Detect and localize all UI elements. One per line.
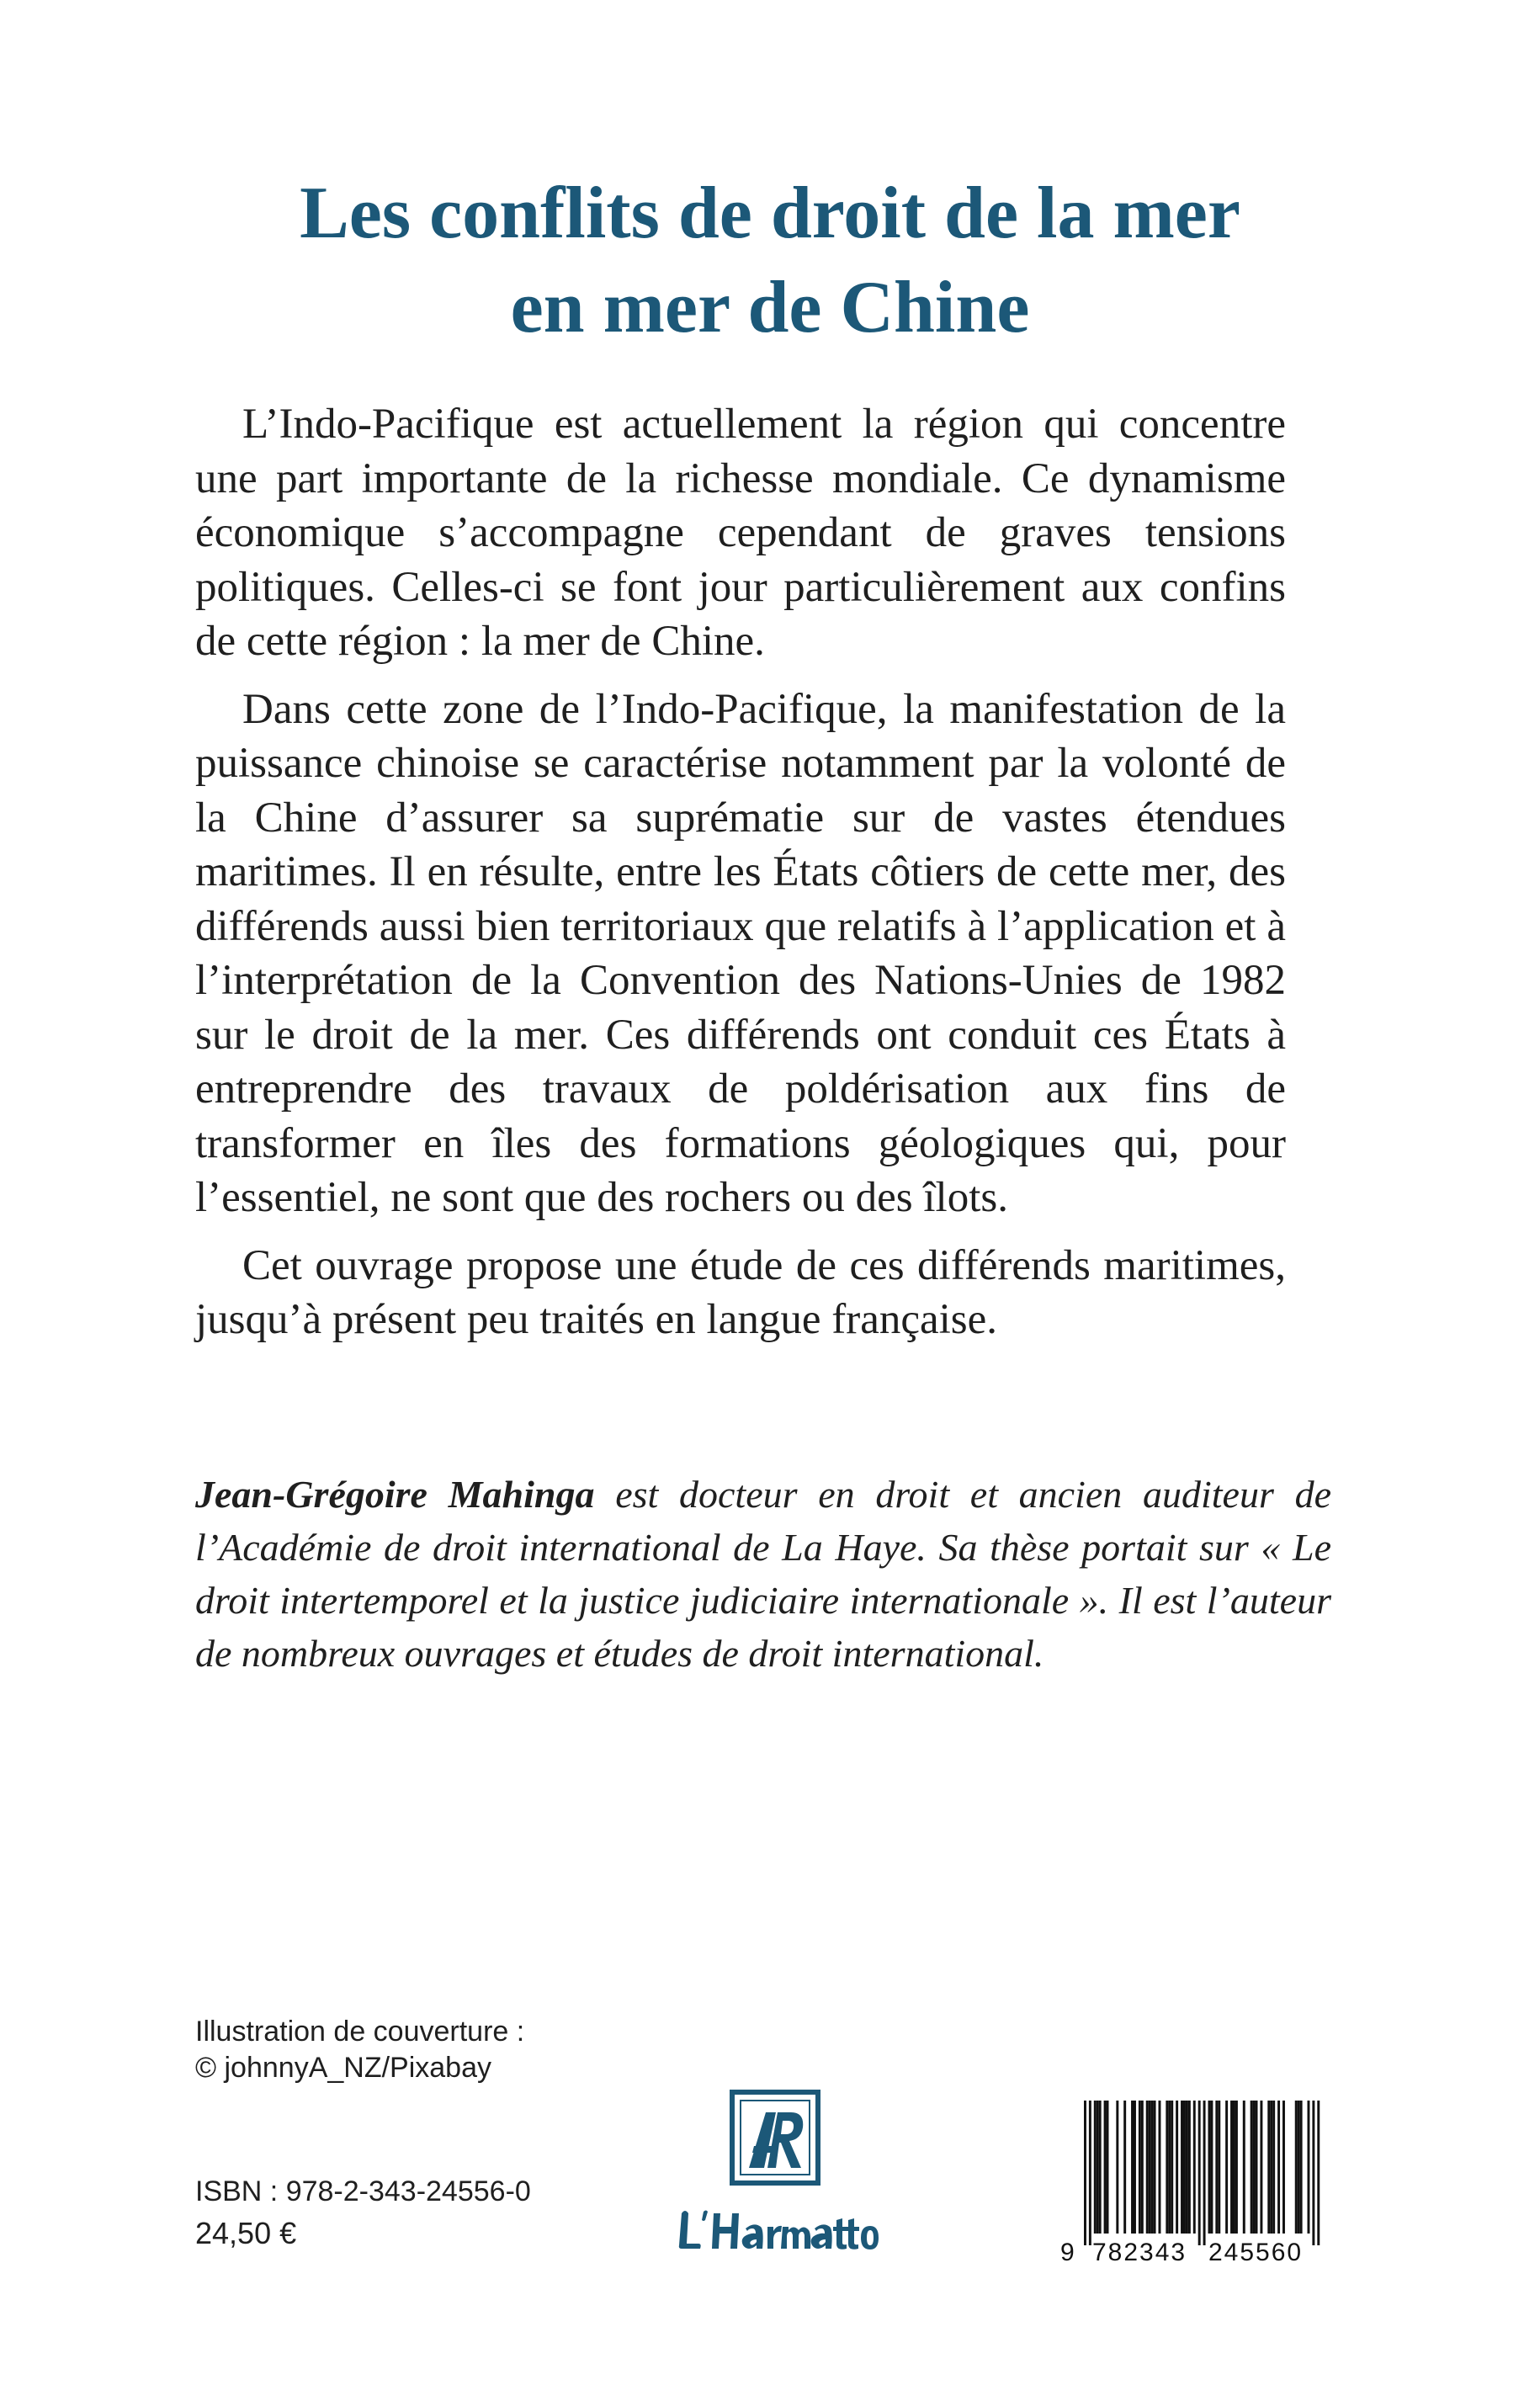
cover-credit-label: Illustration de couverture : <box>195 2016 525 2048</box>
barcode-bar <box>1308 2101 1310 2234</box>
barcode-bar <box>1210 2101 1213 2234</box>
barcode-bar <box>1272 2101 1275 2234</box>
barcode-bar <box>1282 2101 1285 2234</box>
price: 24,50 € <box>195 2216 297 2250</box>
barcode-bar <box>1300 2101 1303 2234</box>
author-name: Jean-Grégoire Mahinga <box>195 1473 595 1516</box>
barcode-bar <box>1123 2101 1126 2234</box>
barcode-bar <box>1203 2101 1206 2245</box>
barcode-bar <box>1097 2101 1099 2234</box>
publisher-logo-icon <box>665 2087 884 2255</box>
blurb <box>195 397 1286 1361</box>
isbn: ISBN : 978-2-343-24556-0 <box>195 2175 531 2207</box>
isbn-barcode <box>1059 2101 1328 2265</box>
blurb-paragraph: L’Indo-Pacifique est actuellement la région qui concentre une part importante de la richesse mondiale. Ce dynamisme économique s’accompagne cependant de graves tensions politiques. Celles-ci se font jour particulièrement aux confins de cette région : la mer de Chine. <box>195 401 1286 665</box>
barcode-bar <box>1131 2101 1134 2234</box>
barcode-bar <box>1154 2101 1156 2234</box>
barcode-bar <box>1267 2101 1270 2234</box>
barcode-bar <box>1277 2101 1280 2234</box>
book-title-line-2: en mer de Chine <box>510 267 1030 348</box>
blurb-paragraph: Cet ouvrage propose une étude de ces différends maritimes, jusqu’à présent peu traités en langue française. <box>195 1241 1286 1343</box>
book-title-line-1: Les conflits de droit de la mer <box>300 173 1240 254</box>
barcode-bar <box>1230 2101 1233 2234</box>
barcode-bar <box>1159 2101 1161 2234</box>
author-bio-text: est docteur en droit et ancien auditeur de l’Académie de droit international de La Haye. Sa thèse portait sur « Le droit intertemporel et la justice judiciaire internationale ». Il est l’auteur de nombreux ouvrages et études de droit international. <box>195 1473 1331 1675</box>
barcode-bar <box>1188 2101 1191 2234</box>
barcode-bar <box>1094 2101 1097 2234</box>
barcode-bar <box>1295 2101 1298 2234</box>
barcode-bar <box>1141 2101 1144 2234</box>
cover-credits <box>195 2014 524 2086</box>
barcode-digits-group-2: 245560 <box>1208 2239 1304 2265</box>
cover-credit-source: © johnnyA_NZ/Pixabay <box>195 2052 492 2084</box>
barcode-bar <box>1134 2101 1136 2234</box>
barcode-bar <box>1084 2101 1086 2245</box>
barcode-bar <box>1089 2101 1091 2245</box>
barcode-bars <box>1084 2101 1320 2245</box>
barcode-bar <box>1099 2101 1102 2234</box>
barcode-bar <box>1233 2101 1235 2234</box>
barcode-bar <box>1317 2101 1320 2245</box>
blurb-paragraph: Dans cette zone de l’Indo-Pacifique, la manifestation de la puissance chinoise se caractérise notamment par la volonté de la Chine d’assurer sa suprématie sur de vastes étendues maritimes. Il en résulte, entre les États côtiers de cette mer, des différends aussi bien territoriaux que relatifs à l’application et à l’interprétation de la Convention des Nations-Unies de 1982 sur le droit de la mer. Ces différends ont conduit ces États à entreprendre des travaux de poldérisation aux fins de transformer en îles des formations géologiques qui, pour l’essentiel, ne sont que des rochers ou des îlots. <box>195 685 1286 1221</box>
barcode-bar <box>1151 2101 1154 2234</box>
barcode-bar <box>1183 2101 1186 2234</box>
author-bio <box>195 1468 1331 1680</box>
barcode-bar <box>1166 2101 1168 2234</box>
barcode-bar <box>1146 2101 1149 2234</box>
barcode-bar <box>1270 2101 1272 2234</box>
barcode-bar <box>1186 2101 1188 2234</box>
barcode-bar <box>1243 2101 1245 2234</box>
barcode-bar <box>1171 2101 1173 2234</box>
barcode-digit-first: 9 <box>1060 2239 1075 2265</box>
barcode-bar <box>1198 2101 1201 2245</box>
barcode-bar <box>1215 2101 1218 2234</box>
barcode-bar <box>1193 2101 1196 2234</box>
barcode-bar <box>1116 2101 1118 2234</box>
barcode-bar <box>1312 2101 1314 2245</box>
barcode-bar <box>1107 2101 1109 2234</box>
barcode-bar <box>1176 2101 1178 2234</box>
barcode-bar <box>1139 2101 1141 2234</box>
book-title <box>168 167 1372 355</box>
barcode-bar <box>1149 2101 1151 2234</box>
barcode-bar <box>1218 2101 1220 2234</box>
barcode-icon <box>1059 2101 1328 2265</box>
publisher-logo <box>665 2087 884 2255</box>
barcode-bar <box>1298 2101 1300 2234</box>
barcode-bar <box>1260 2101 1262 2234</box>
barcode-bar <box>1253 2101 1256 2234</box>
barcode-bar <box>1235 2101 1238 2234</box>
barcode-bar <box>1251 2101 1253 2234</box>
barcode-bar <box>1225 2101 1228 2234</box>
barcode-bar <box>1181 2101 1183 2234</box>
barcode-bar <box>1104 2101 1107 2234</box>
barcode-bar <box>1208 2101 1211 2234</box>
barcode-bar <box>1168 2101 1171 2234</box>
barcode-digits-group-1: 782343 <box>1092 2239 1187 2265</box>
barcode-bar <box>1256 2101 1258 2234</box>
